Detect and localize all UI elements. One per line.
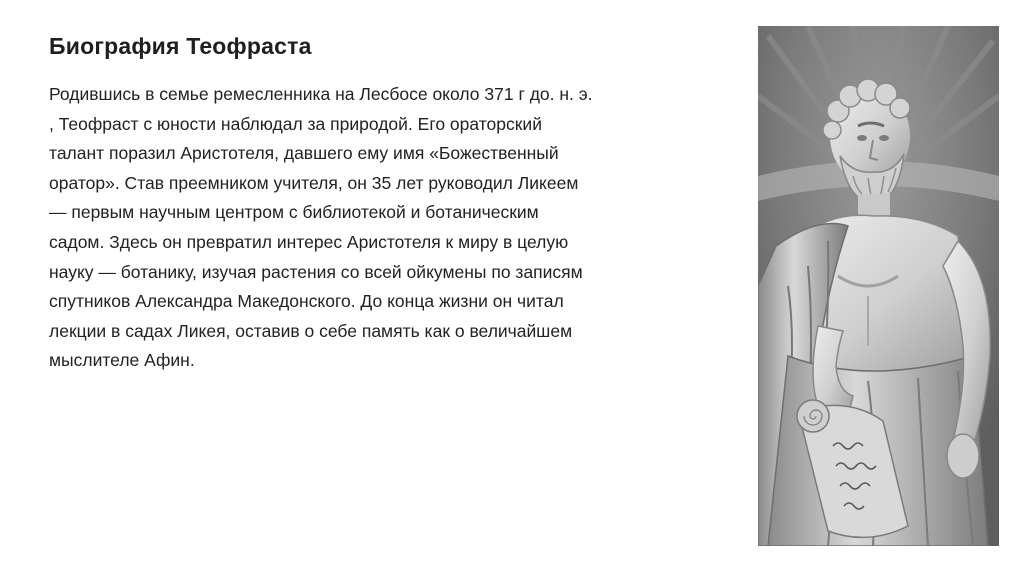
paragraph-line: Родившись в семье ремесленника на Лесбосе около 371 г до. н. э. bbox=[49, 84, 593, 104]
statue-illustration bbox=[758, 26, 999, 546]
paragraph-line: оратор». Став преемником учителя, он 35 лет руководил Ликеем bbox=[49, 172, 579, 193]
paragraph-line: талант поразил Аристотеля, давшего ему имя «Божественный bbox=[49, 143, 559, 164]
paragraph-line: спутников Александра Македонского. До конца жизни он читал bbox=[49, 291, 564, 312]
biography-paragraph bbox=[49, 80, 669, 376]
page-title: Биография Теофраста bbox=[49, 33, 312, 59]
paragraph-line: , Теофраст с юности наблюдал за природой. Его ораторский bbox=[49, 113, 542, 134]
statue-photo bbox=[758, 26, 999, 546]
paragraph-line: садом. Здесь он превратил интерес Аристотеля к миру в целую bbox=[49, 231, 569, 252]
paragraph-line: — первым научным центром с библиотекой и ботаническим bbox=[49, 202, 539, 223]
paragraph-line: науку — ботанику, изучая растения со всей ойкумены по записям bbox=[49, 261, 583, 282]
paragraph-line: лекции в садах Ликея, оставив о себе память как о величайшем bbox=[49, 320, 573, 341]
paragraph-line: мыслителе Афин. bbox=[49, 350, 195, 371]
